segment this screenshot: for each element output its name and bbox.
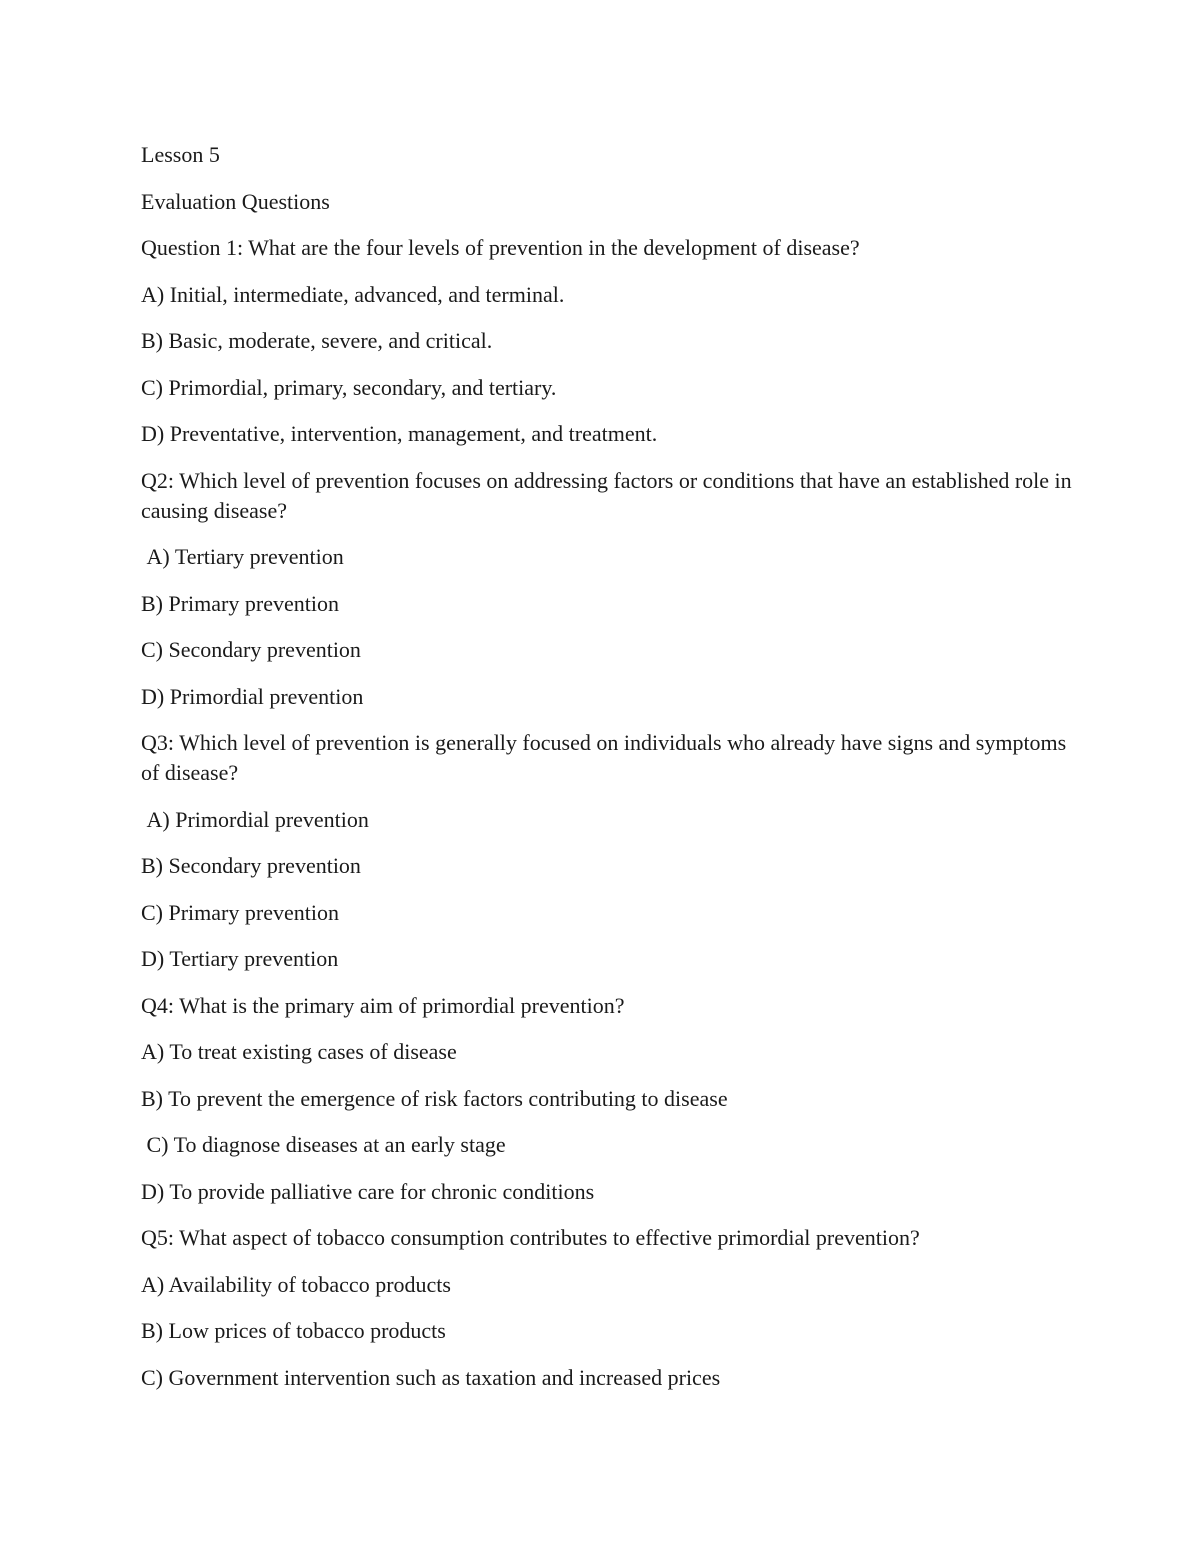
- question-4-prompt: Q4: What is the primary aim of primordial prevention?: [141, 992, 625, 1018]
- question-4-option-d: D) To provide palliative care for chronic conditions: [141, 1178, 595, 1204]
- question-5-option-b: B) Low prices of tobacco products: [141, 1318, 446, 1343]
- question-5-option-a: A) Availability of tobacco products: [141, 1271, 451, 1297]
- question-3-option-b: B) Secondary prevention: [141, 853, 361, 878]
- question-1-option-a: A) Initial, intermediate, advanced, and terminal.: [141, 281, 565, 307]
- question-4-option-a: A) To treat existing cases of disease: [141, 1039, 457, 1064]
- question-5-prompt: Q5: What aspect of tobacco consumption contributes to effective primordial prevention?: [141, 1225, 920, 1250]
- question-1-prompt: Question 1: What are the four levels of prevention in the development of disease?: [141, 235, 860, 260]
- question-3-prompt: Q3: Which level of prevention is generally focused on individuals who already have signs and symptoms of disease?: [141, 730, 1072, 785]
- question-3-option-c: C) Primary prevention: [141, 899, 339, 925]
- question-2-option-c: C) Secondary prevention: [141, 637, 361, 662]
- question-3-option-a: A) Primordial prevention: [141, 806, 369, 832]
- document-body: [141, 140, 1081, 1393]
- lesson-title: Lesson 5: [141, 142, 220, 167]
- question-4-option-b: B) To prevent the emergence of risk factors contributing to disease: [141, 1085, 728, 1111]
- question-1-option-c: C) Primordial, primary, secondary, and tertiary.: [141, 374, 557, 400]
- question-2-prompt: Q2: Which level of prevention focuses on addressing factors or conditions that have an established role in causing disease?: [141, 467, 1078, 523]
- question-2-option-b: B) Primary prevention: [141, 590, 339, 616]
- question-2-option-d: D) Primordial prevention: [141, 683, 364, 709]
- question-1-option-b: B) Basic, moderate, severe, and critical.: [141, 328, 493, 353]
- question-2-option-a: A) Tertiary prevention: [141, 544, 344, 569]
- question-3-option-d: D) Tertiary prevention: [141, 946, 339, 971]
- question-1-option-d: D) Preventative, intervention, management, and treatment.: [141, 421, 658, 446]
- question-4-option-c: C) To diagnose diseases at an early stage: [141, 1132, 506, 1157]
- question-5-option-c: C) Government intervention such as taxation and increased prices: [141, 1364, 721, 1390]
- section-subtitle: Evaluation Questions: [141, 188, 330, 214]
